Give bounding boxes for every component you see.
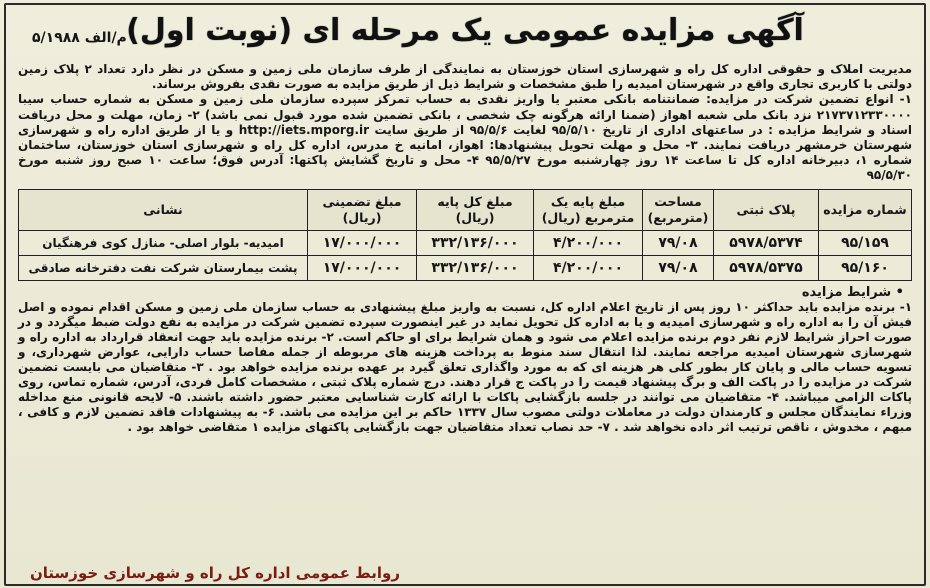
cell-auction-no: ۹۵/۱۶۰	[819, 255, 912, 280]
ad-title: آگهی مزایده عمومی یک مرحله ای (نوبت اول)	[126, 13, 804, 48]
cell-base-price-sqm: ۴/۲۰۰/۰۰۰	[534, 230, 643, 255]
clauses-paragraph: ۱- انواع تضمین شرکت در مزایده: ضمانتنامه بانکی معتبر یا واریز نقدی به حساب تمرکز سپرده سازمان ملی زمین و مسکن به شماره حساب سیبا ۲۱۷۳۷۱۲۳۳۰۰۰۰ نزد بانک ملی شعبه اهواز (ضمنا ارائه هرگونه چک شخصی ، بانکی تضمین شده مورد قبول نمی باشد) ۲- زمان، مهلت و محل دریافت اسناد و شرایط مزایده : در ساعتهای اداری از تاریخ ۹۵/۵/۱۰ لغایت ۹۵/۵/۶ از طریق سایت http://iets.mporg.ir و یا از طریق اداره راه و شهرسازی شهرستان خرمشهر دریافت نمایند. ۳- محل و مهلت تحویل پیشنهادها: اهواز، امانیه خ مدرس، اداره کل راه و شهرسازی استان خوزستان، ساختمان شماره ۱، دبیرخانه اداره کل تا ساعت ۱۴ روز چهارشنبه مورخ ۹۵/۵/۲۷ ۴- محل و تاریخ گشایش پاکتها: آدرس فوق؛ ساعت ۱۰ صبح روز شنبه مورخ ۹۵/۵/۳۰	[18, 92, 913, 183]
col-plate: پلاک ثبتی	[714, 189, 819, 230]
cell-area: ۷۹/۰۸	[643, 230, 714, 255]
col-total-base-price: مبلغ کل پایه (ریال)	[417, 189, 534, 230]
cell-plate: ۵۹۷۸/۵۳۷۵	[714, 255, 819, 280]
conditions-text: ۱- برنده مزایده باید حداکثر ۱۰ روز پس از تاریخ اعلام اداره کل، نسبت به واریز مبلغ پیشنهادی به حساب سازمان ملی زمین و مسکن اقدام نموده و اصل فیش آن را به اداره راه و شهرسازی امیدیه و یا به اداره کل تحویل نماید در غیر اینصورت سپرده تضمین شرکت در مزایده به نفع دولت ضبط میگردد و در صورت احراز شرایط لازم نفر دوم برنده مزایده اعلام می شود و همان شرایط برای او حاکم است. ۲- برنده مزایده باید جهت انعقاد قرارداد به اداره راه و شهرسازی شهرستان امیدیه مراجعه نمایند. لذا انتقال سند منوط به پرداخت هزینه های مربوطه از جمله مفاصا حساب دارایی، عوارض شهرداری، و تسویه حساب مالی و پایان کار بطور کلی هر هزینه ای که به مورد واگذاری تعلق گیرد بر عهده برنده مزایده خواهد بود . ۳- متقاضیان می بایست تضمین شرکت در مزایده را در پاکت الف و برگ پیشنهاد قیمت را در پاکت ج قرار دهند. درج شماره پلاک ثبتی ، مشخصات کامل فردی، آدرس، شماره تماس، روی پاکات الزامی میباشد. ۴- متقاضیان می توانند در جلسه بازگشایی پاکات با ارائه کارت شناسایی معتبر حضور داشته باشند. ۵- لایحه قانونی منع مداخله وزراء نمایندگان مجلس و کارمندان دولت در معاملات دولتی مصوب سال ۱۳۳۷ حاکم بر این مزایده می باشد. ۶- به پیشنهادات فاقد تضمین لازم و کافی ، مبهم ، مخدوش ، ناقص ترتیب اثر داده نخواهد شد . ۷- حد نصاب تعداد متقاضیان جهت بازگشایی پاکتهای مزایده ۱ متقاضی خواهد بود .	[18, 299, 913, 435]
col-area: مساحت (مترمربع)	[643, 189, 714, 230]
table-row	[19, 230, 912, 255]
cell-total-base-price: ۳۳۲/۱۳۶/۰۰۰	[417, 255, 534, 280]
ad-body	[10, 62, 920, 184]
col-base-price-sqm: مبلغ پایه یک مترمربع (ریال)	[534, 189, 643, 230]
publisher-signature: روابط عمومی اداره کل راه و شهرسازی خوزستان	[30, 564, 400, 582]
cell-plate: ۵۹۷۸/۵۳۷۴	[714, 230, 819, 255]
table-row	[19, 255, 912, 280]
col-guarantee: مبلغ تضمینی (ریال)	[308, 189, 417, 230]
cell-guarantee: ۱۷/۰۰۰/۰۰۰	[308, 230, 417, 255]
cell-base-price-sqm: ۴/۲۰۰/۰۰۰	[534, 255, 643, 280]
conditions-heading: • شرایط مزایده	[801, 284, 904, 300]
cell-area: ۷۹/۰۸	[643, 255, 714, 280]
cell-total-base-price: ۳۳۲/۱۳۶/۰۰۰	[417, 230, 534, 255]
ad-reference-number: م/الف ۵/۱۹۸۸	[32, 30, 127, 46]
cell-auction-no: ۹۵/۱۵۹	[819, 230, 912, 255]
col-address: نشانی	[19, 189, 308, 230]
auction-table	[18, 189, 912, 281]
ad-header	[10, 6, 920, 62]
table-header-row	[19, 189, 912, 230]
intro-paragraph: مدیریت املاک و حقوقی اداره کل راه و شهرسازی استان خوزستان به نمایندگی از طرف سازمان ملی زمین و مسکن در نظر دارد تعداد ۲ پلاک زمین دولتی با کاربری تجاری واقع در شهرستان امیدیه را طبق مشخصات و شرایط ذیل از طریق مزایده به صورت نقدی بفروش برساند.	[18, 62, 913, 92]
cell-address: امیدیه- بلوار اصلی- منازل کوی فرهنگیان	[19, 230, 308, 255]
cell-address: پشت بیمارستان شرکت نفت دفترخانه صادقی	[19, 255, 308, 280]
cell-guarantee: ۱۷/۰۰۰/۰۰۰	[308, 255, 417, 280]
col-auction-no: شماره مزایده	[819, 189, 912, 230]
